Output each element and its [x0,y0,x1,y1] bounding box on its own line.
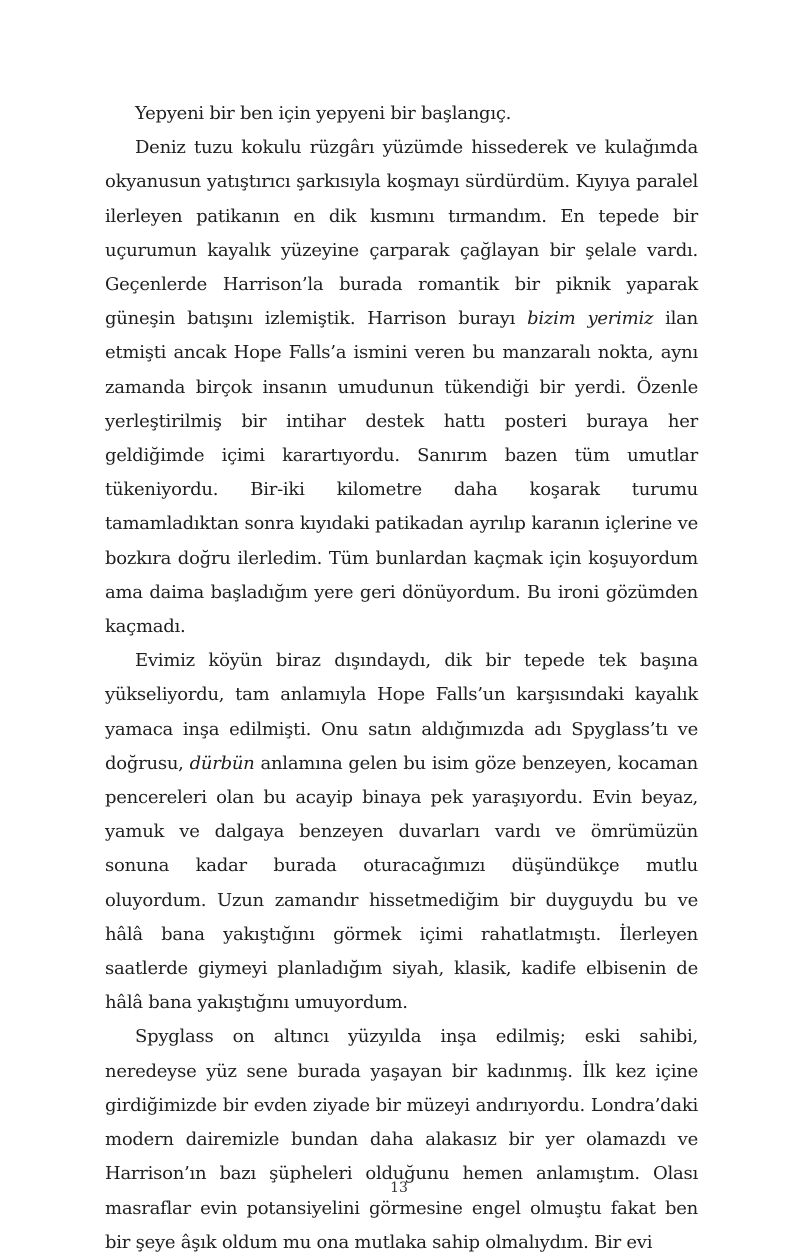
paragraph-3: Evimiz köyün biraz dışındaydı, dik bir tepede tek başına yükseliyordu, tam anlamıyla Hope Falls’un karşısındaki kayalık yamaca inşa edilmişti. Onu satın aldığımızda adı Spyglass’tı ve doğrusu, dürbün anlamına gelen bu isim göze benzeyen, kocaman pencereleri olan bu acayip binaya pek yaraşıyordu. Evin beyaz, yamuk ve dalgaya benzeyen duvarları vardı ve ömrümüzün sonuna kadar burada oturacağımızı düşündükçe mutlu oluyordum. Uzun zamandır hissetmediğim bir duyguydu bu ve hâlâ bana yakıştığını görmek içimi rahatlatmıştı. İlerleyen saatlerde giymeyi planladığım siyah, klasik, kadife elbisenin de hâlâ bana yakıştığını umuyordum. [105,650,699,1014]
italic-phrase: dürbün [189,752,255,774]
paragraph-1: Yepyeni bir ben için yepyeni bir başlangıç. [135,103,512,124]
body-text [105,97,698,1260]
italic-phrase: bizim yerimiz [527,308,654,330]
paragraph-4: Spyglass on altıncı yüzyılda inşa edilmiş; eski sahibi, neredeyse yüz sene burada yaşayan bir kadınmış. İlk kez içine girdiğimizde bir evden ziyade bir müzeyi andırıyordu. Londra’daki modern dairemizle bundan daha alakasız bir yer olamazdı ve Harrison’ın bazı şüpheleri olduğunu hemen anlamıştım. Olası masraflar evin potansiyelini görmesine engel olmuştu fakat ben bir şeye âşık oldum mu ona mutlaka sahip olmalıydım. Bir evi [105,1026,698,1253]
paragraph-2: Deniz tuzu kokulu rüzgârı yüzümde hissederek ve kulağımda okyanusun yatıştırıcı şarkısıyla koşmayı sürdürdüm. Kıyıya paralel ilerleyen patikanın en dik kısmını tırmandım. En tepede bir uçurumun kayalık yüzeyine çarparak çağlayan bir şelale vardı. Geçenlerde Harrison’la burada romantik bir piknik yaparak güneşin batışını izlemiştik. Harrison burayı bizim yerimiz ilan etmişti ancak Hope Falls’a ismini veren bu manzaralı nokta, aynı zamanda birçok insanın umudunun tükendiği bir yerdi. Özenle yerleştirilmiş bir intihar destek hattı posteri buraya her geldiğimde içimi karartıyordu. Sanırım bazen tüm umutlar tükeniyordu. Bir-iki kilometre daha koşarak turumu tamamladıktan sonra kıyıdaki patikadan ayrılıp karanın içlerine ve bozkıra doğru ilerledim. Tüm bunlardan kaçmak için koşuyordum ama daima başladığım yere geri dönüyordum. Bu ironi gözümden kaçmadı. [105,137,698,638]
page-number: 13 [390,1180,408,1196]
